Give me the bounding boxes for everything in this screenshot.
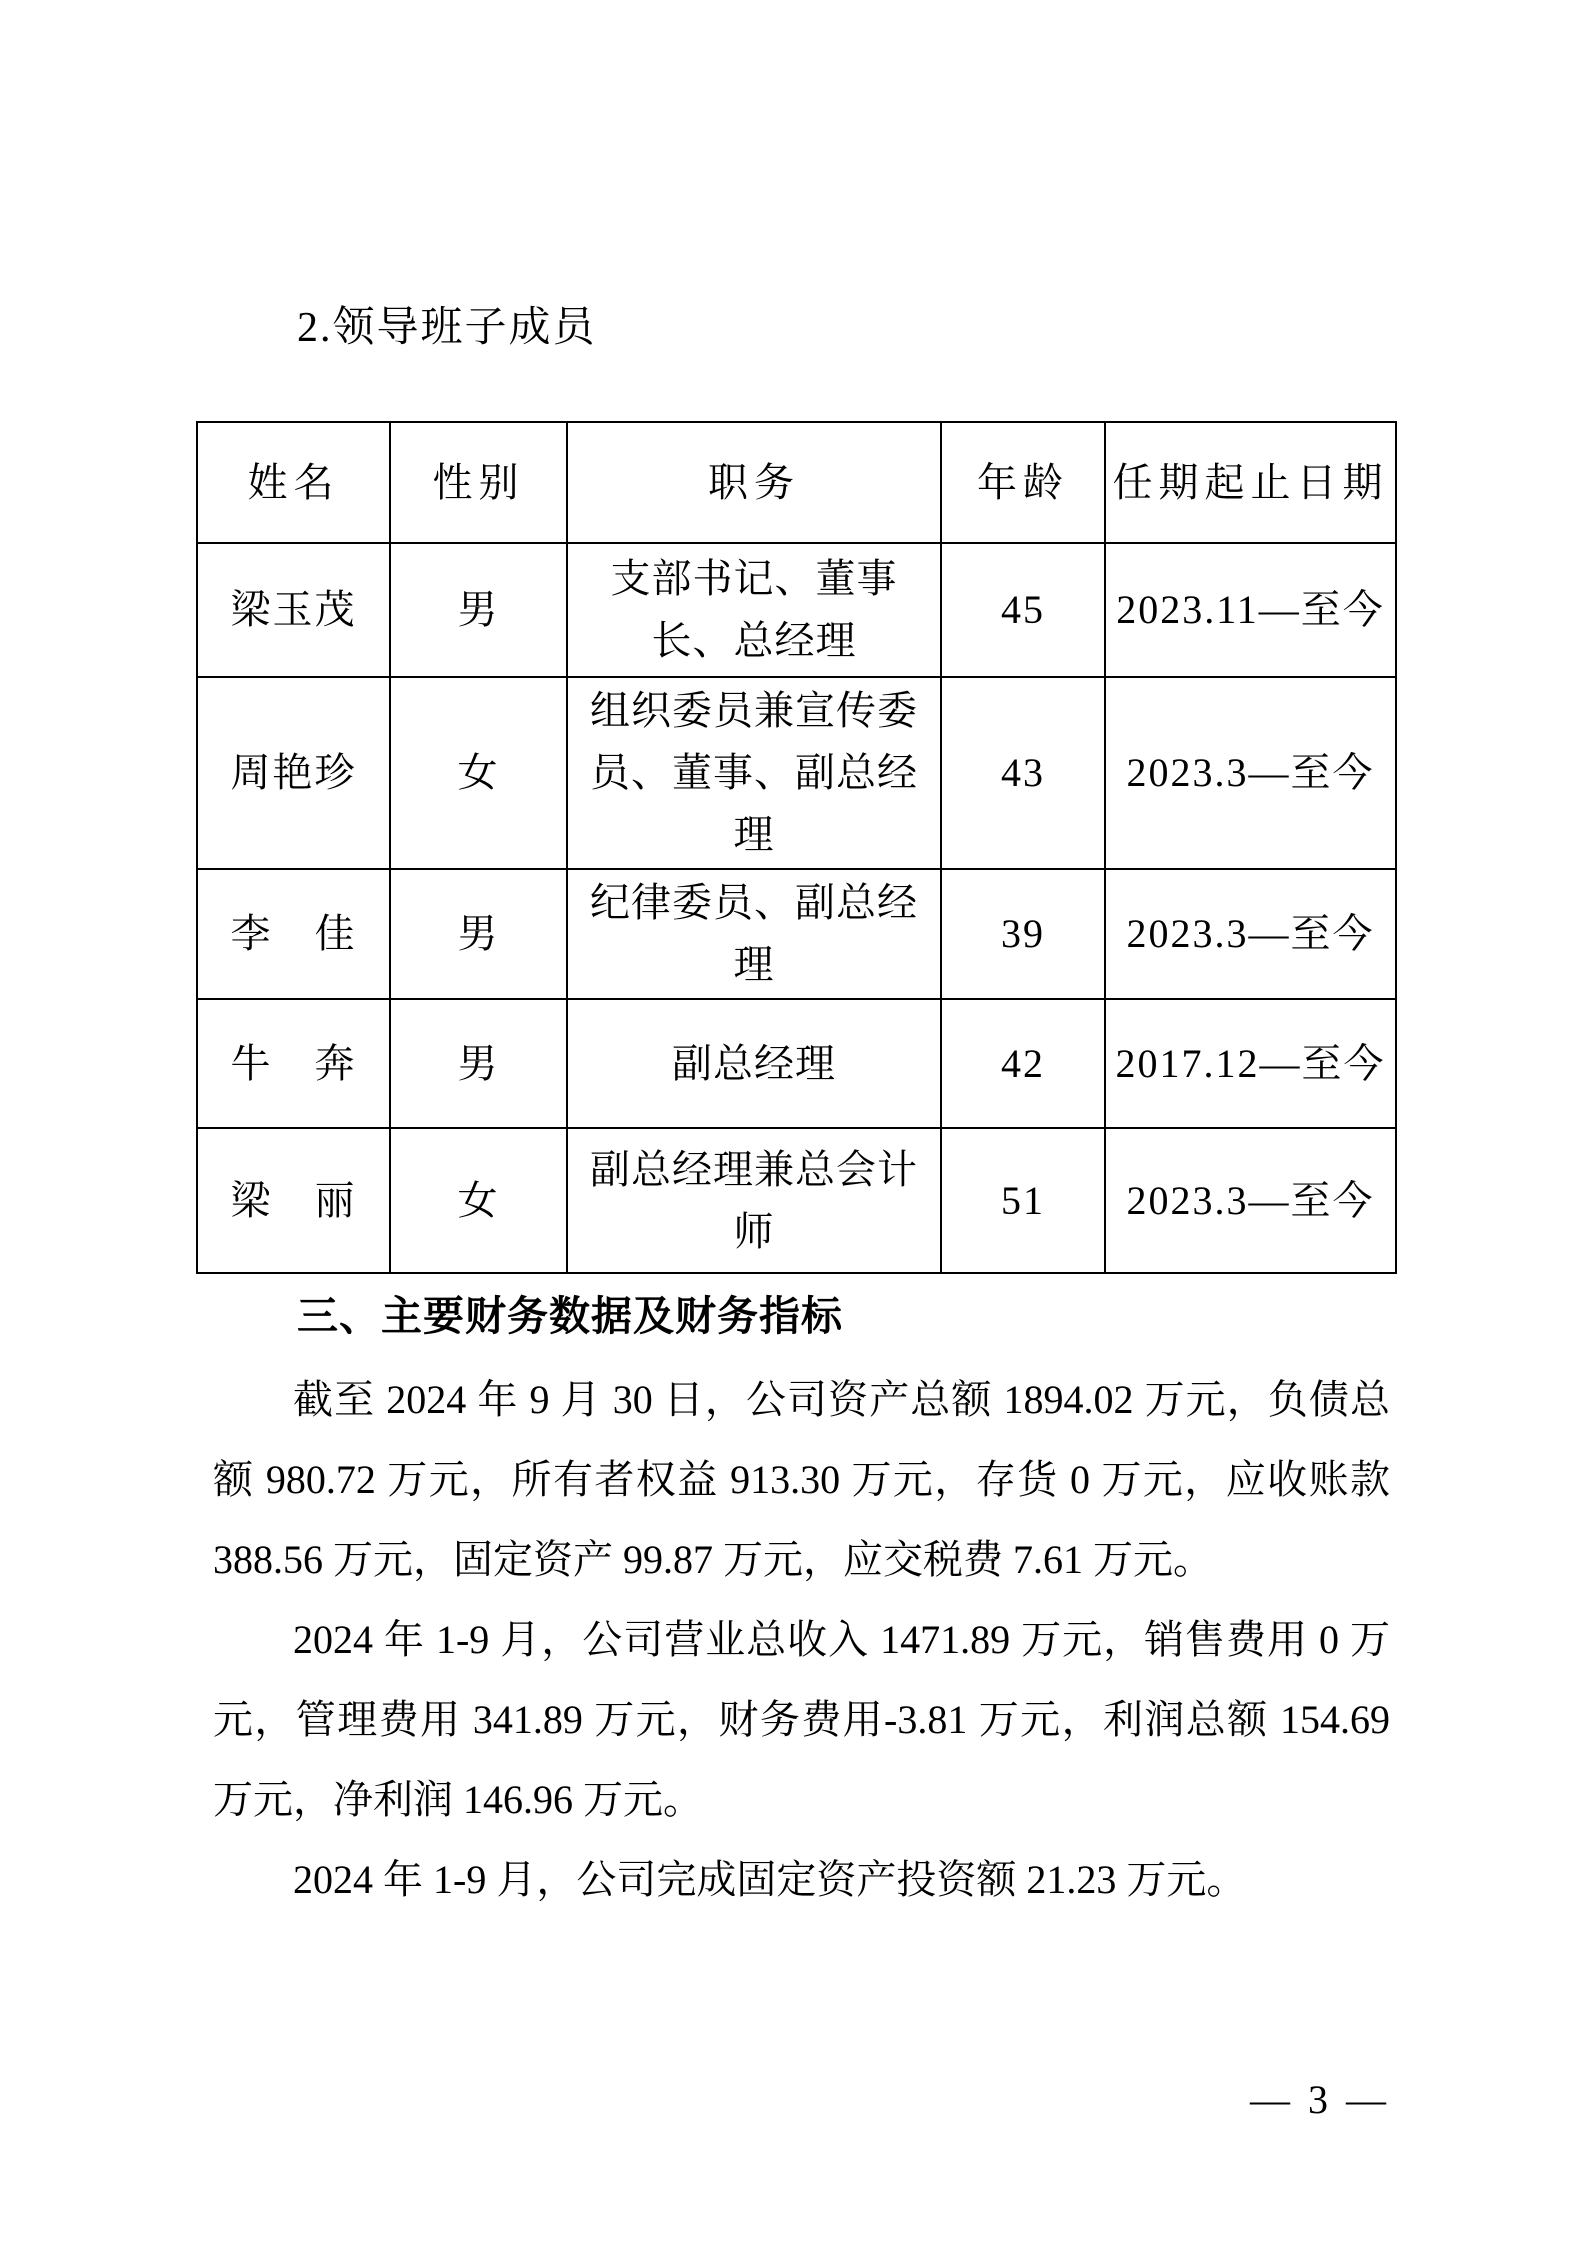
age-cell: 39 bbox=[941, 869, 1105, 999]
column-header-gender: 性别 bbox=[390, 422, 567, 543]
position-cell: 组织委员兼宣传委员、董事、副总经理 bbox=[567, 677, 941, 869]
gender-cell: 女 bbox=[390, 677, 567, 869]
term-cell: 2023.3—至今 bbox=[1105, 677, 1396, 869]
term-cell: 2023.3—至今 bbox=[1105, 1128, 1396, 1273]
position-cell: 纪律委员、副总经理 bbox=[567, 869, 941, 999]
table-row bbox=[197, 869, 1396, 999]
name-cell: 李 佳 bbox=[197, 869, 390, 999]
name-cell: 牛 奔 bbox=[197, 999, 390, 1128]
term-cell: 2017.12—至今 bbox=[1105, 999, 1396, 1128]
column-header-position: 职务 bbox=[567, 422, 941, 543]
finance-paragraph-3: 2024 年 1-9 月，公司完成固定资产投资额 21.23 万元。 bbox=[293, 1857, 1247, 1902]
finance-paragraph-2: 2024 年 1-9 月，公司营业总收入 1471.89 万元，销售费用 0 万元，管理费用 341.89 万元，财务费用-3.81 万元，利润总额 154.69 万元，净利润 146.96 万元。 bbox=[213, 1617, 1390, 1822]
leadership-table bbox=[196, 421, 1397, 1274]
table-row bbox=[197, 999, 1396, 1128]
position-cell: 支部书记、董事长、总经理 bbox=[567, 543, 941, 677]
column-header-age: 年龄 bbox=[941, 422, 1105, 543]
finance-paragraphs bbox=[213, 1360, 1390, 1920]
position-cell: 副总经理 bbox=[567, 999, 941, 1128]
age-cell: 43 bbox=[941, 677, 1105, 869]
term-cell: 2023.11—至今 bbox=[1105, 543, 1396, 677]
gender-cell: 女 bbox=[390, 1128, 567, 1273]
table-row bbox=[197, 677, 1396, 869]
table-row bbox=[197, 1128, 1396, 1273]
column-header-name: 姓名 bbox=[197, 422, 390, 543]
finance-paragraph-1: 截至 2024 年 9 月 30 日，公司资产总额 1894.02 万元，负债总额 980.72 万元，所有者权益 913.30 万元，存货 0 万元，应收账款 388.56 万元，固定资产 99.87 万元，应交税费 7.61 万元。 bbox=[213, 1377, 1390, 1582]
section-heading-leadership: 2.领导班子成员 bbox=[297, 305, 597, 351]
gender-cell: 男 bbox=[390, 869, 567, 999]
section-heading-finance: 三、主要财务数据及财务指标 bbox=[297, 1293, 843, 1339]
gender-cell: 男 bbox=[390, 543, 567, 677]
position-cell: 副总经理兼总会计师 bbox=[567, 1128, 941, 1273]
table-header-row bbox=[197, 422, 1396, 543]
age-cell: 51 bbox=[941, 1128, 1105, 1273]
name-cell: 周艳珍 bbox=[197, 677, 390, 869]
age-cell: 45 bbox=[941, 543, 1105, 677]
column-header-term: 任期起止日期 bbox=[1105, 422, 1396, 543]
age-cell: 42 bbox=[941, 999, 1105, 1128]
name-cell: 梁玉茂 bbox=[197, 543, 390, 677]
name-cell: 梁 丽 bbox=[197, 1128, 390, 1273]
page-number: — 3 — bbox=[1250, 2077, 1390, 2122]
table-row bbox=[197, 543, 1396, 677]
gender-cell: 男 bbox=[390, 999, 567, 1128]
term-cell: 2023.3—至今 bbox=[1105, 869, 1396, 999]
